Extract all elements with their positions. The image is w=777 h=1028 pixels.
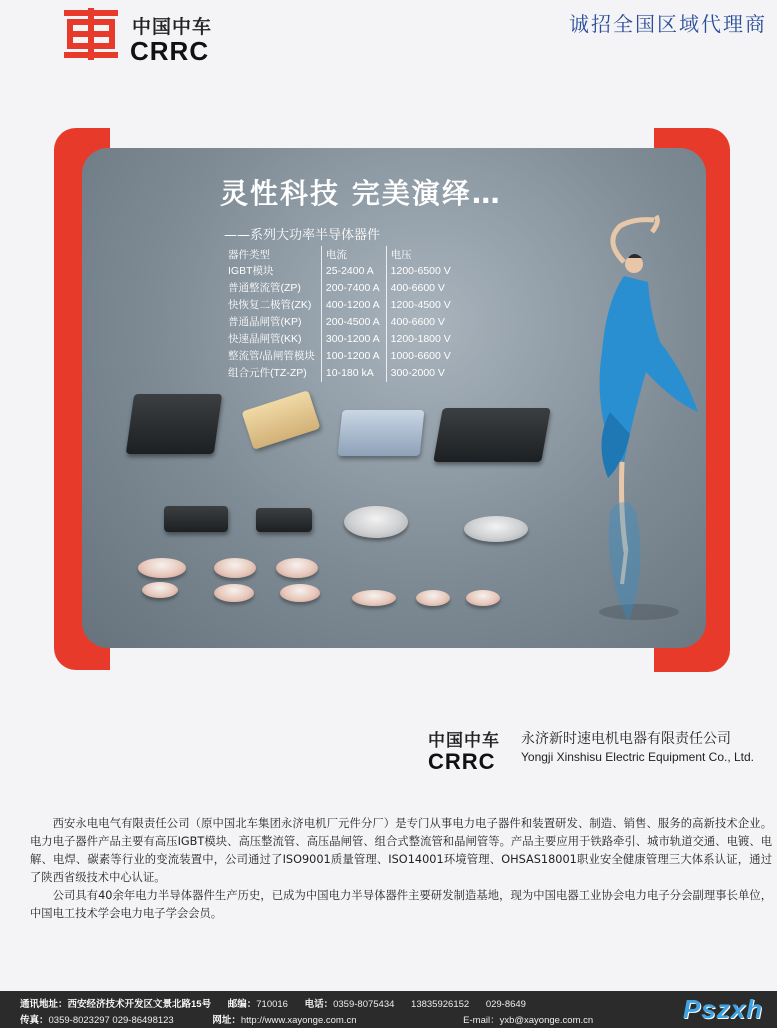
address-label: 通讯地址：	[20, 999, 68, 1010]
web-label: 网址：	[212, 1015, 241, 1026]
dancer-illustration	[564, 212, 706, 632]
crrc-logo-top	[62, 6, 242, 64]
spec-type: 快速晶闸管(KK)	[228, 333, 302, 345]
web-link[interactable]: http://www.xayonge.com.cn	[240, 1015, 357, 1026]
spec-header-type: 器件类型	[228, 249, 270, 261]
logo-mid-cn-text: 中国中车	[428, 731, 500, 751]
logo-mid-en-text: CRRC	[428, 749, 496, 774]
spec-row	[224, 297, 457, 314]
igbt-module-1	[126, 394, 222, 454]
agent-recruit-slogan: 诚招全国区域代理商	[569, 12, 767, 36]
product-ad-panel	[82, 148, 706, 648]
description-paragraph-2: 公司具有40余年电力半导体器件生产历史，已成为中国电力半导体器件主要研发制造基地，现为中国电器工业协会电力电子分会副理事长单位，中国电工技术学会电力电子学会会员。	[30, 889, 772, 920]
fax-info	[20, 1015, 174, 1026]
thyristor-module-beige	[242, 390, 321, 450]
press-pack-3	[276, 558, 318, 578]
email-info	[463, 1015, 593, 1026]
spec-voltage: 300-2000 V	[386, 365, 457, 382]
site-watermark: Pszxh	[682, 994, 763, 1024]
rectifier-module-blue	[338, 410, 425, 456]
spec-header-current: 电流	[321, 246, 386, 263]
spec-row	[224, 348, 457, 365]
logo-en-text: CRRC	[130, 36, 210, 66]
press-pack-2	[214, 558, 256, 578]
spec-header-voltage: 电压	[386, 246, 457, 263]
spec-type: 快恢复二极管(ZK)	[228, 299, 312, 311]
spec-row	[224, 314, 457, 331]
email-label: E-mail：	[463, 1015, 500, 1026]
press-pack-6	[280, 584, 320, 602]
spec-header-row	[224, 246, 457, 263]
spec-type: 普通晶闸管(KP)	[228, 316, 302, 328]
postcode-info	[228, 999, 288, 1010]
spec-current: 400-1200 A	[321, 297, 386, 314]
press-pack-8	[416, 590, 450, 606]
disc-device-large	[344, 506, 408, 538]
spec-type: 整流管/晶闸管模块	[228, 350, 315, 362]
spec-voltage: 1000-6600 V	[386, 348, 457, 365]
spec-type: IGBT模块	[228, 265, 274, 277]
description-paragraph-1: 西安永电电气有限责任公司（原中国北车集团永济电机厂元件分厂）是专门从事电力电子器件和装置研发、制造、销售、服务的高新技术企业。电力电子器件产品主要有高压IGBT模块、高压整流管、高压晶闸管、组合式整流管和晶闸管等。产品主要应用于铁路牵引、城市轨道交通、电镀、电解、电焊、碳素等行业的变流装置中，公司通过了ISO9001质量管理、ISO14001环境管理、OHSAS18001职业安全健康管理三大体系认证，通过了陕西省级技术中心认证。	[30, 817, 772, 884]
phone-info	[305, 999, 395, 1010]
company-name-en: Yongji Xinshisu Electric Equipment Co., Ltd.	[521, 750, 755, 764]
spec-current: 300-1200 A	[321, 331, 386, 348]
postcode-label: 邮编：	[227, 999, 257, 1010]
company-description	[30, 815, 772, 923]
spec-current: 200-4500 A	[321, 314, 386, 331]
press-pack-7	[352, 590, 396, 606]
postcode-value: 710016	[256, 999, 288, 1010]
fax-value: 0359-8023297 029-86498123	[48, 1015, 174, 1026]
small-module-2	[256, 508, 312, 532]
web-info	[212, 1015, 356, 1026]
spec-voltage: 1200-4500 V	[386, 297, 457, 314]
spec-type: 组合元件(TZ-ZP)	[228, 367, 307, 379]
contact-footer	[0, 991, 777, 1028]
footer-row-2	[20, 1012, 607, 1026]
phone-label: 电话：	[304, 999, 334, 1010]
phone2-value: 029-8649	[485, 999, 526, 1010]
phone-value: 0359-8075434	[333, 999, 395, 1010]
press-pack-1	[138, 558, 186, 578]
spec-row	[224, 280, 457, 297]
small-module-1	[164, 506, 228, 532]
spec-voltage: 1200-1800 V	[386, 331, 457, 348]
press-pack-4	[142, 582, 178, 598]
press-pack-5	[214, 584, 254, 602]
spec-row	[224, 331, 457, 348]
logo-cn-text: 中国中车	[132, 16, 213, 38]
spec-voltage: 1200-6500 V	[386, 263, 457, 280]
mobile-value: 13835926152	[411, 999, 470, 1010]
spec-row	[224, 365, 457, 382]
spec-voltage: 400-6600 V	[386, 280, 457, 297]
email-link[interactable]: yxb@xayonge.com.cn	[499, 1015, 594, 1026]
company-name-cn: 永济新时速电机电器有限责任公司	[521, 731, 731, 747]
disc-device-wired	[464, 516, 528, 542]
spec-current: 25-2400 A	[321, 263, 386, 280]
crrc-emblem-icon	[62, 6, 120, 62]
spec-current: 10-180 kA	[321, 365, 386, 382]
address-value: 西安经济技术开发区文景北路15号	[67, 999, 212, 1010]
ad-subline: ——系列大功率半导体器件	[224, 228, 381, 243]
spec-current: 100-1200 A	[321, 348, 386, 365]
spec-type: 普通整流管(ZP)	[228, 282, 301, 294]
igbt-module-2	[433, 408, 551, 462]
ad-headline: 灵性科技 完美演绎…	[220, 177, 502, 210]
address-info	[20, 999, 211, 1010]
crrc-logo-mid	[428, 726, 500, 775]
press-pack-9	[466, 590, 500, 606]
footer-row-1	[20, 996, 540, 1010]
spec-row	[224, 263, 457, 280]
spec-current: 200-7400 A	[321, 280, 386, 297]
spec-voltage: 400-6600 V	[386, 314, 457, 331]
fax-label: 传真：	[20, 1015, 49, 1026]
device-spec-table	[224, 246, 457, 382]
